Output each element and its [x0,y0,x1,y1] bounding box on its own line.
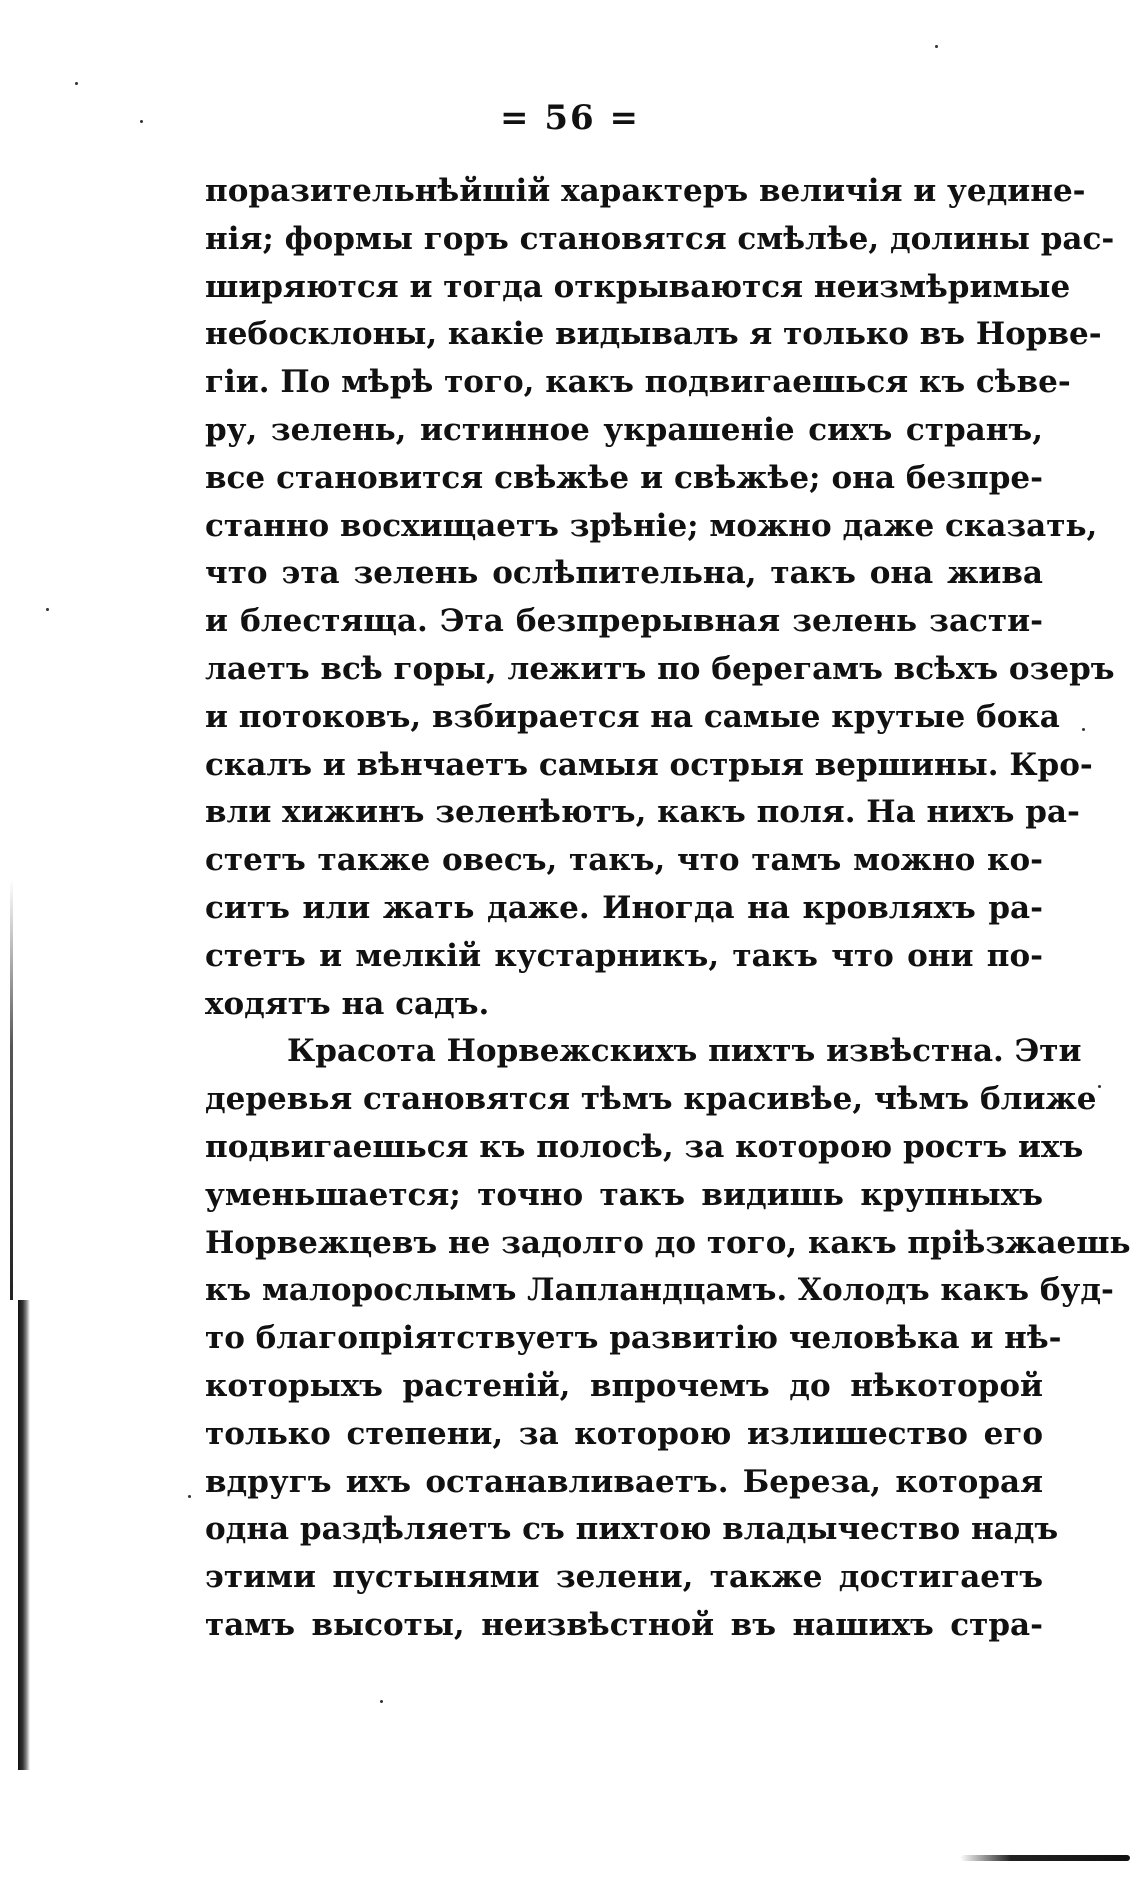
text-line: уменьшается; точно такъ видишь крупныхъ [205,1176,1043,1213]
text-line: вдругъ ихъ останавливаетъ. Береза, которая [205,1463,1043,1500]
text-line: гіи. По мѣрѣ того, какъ подвигаешься къ сѣве- [205,364,1071,401]
text-line: одна раздѣляетъ съ пихтою владычество надъ [205,1511,1059,1548]
text-line: тамъ высоты, неизвѣстной въ нашихъ стра- [205,1606,1043,1643]
text-line: Норвежцевъ не задолго до того, какъ пріѣзжаешь [205,1224,1131,1261]
text-line: къ малорослымъ Лапландцамъ. Холодъ какъ буд- [205,1272,1114,1309]
scan-speck [1082,728,1085,731]
text-line: этими пустынями зелени, также достигаетъ [205,1559,1043,1596]
scan-speck [75,82,78,85]
text-line: станно восхищаетъ зрѣніе; можно даже сказать, [205,507,1098,544]
text-line: ходятъ на садъ. [205,985,490,1022]
text-line: ширяются и тогда открываются неизмѣримые [205,268,1071,305]
scan-speck [188,1495,191,1498]
text-line: деревья становятся тѣмъ красивѣе, чѣмъ ближе [205,1081,1097,1118]
text-line: то благопріятствуетъ развитію человѣка и нѣ- [205,1320,1062,1357]
text-line: что эта зелень ослѣпительна, такъ она жива [205,555,1043,592]
text-line: и блестяща. Эта безпрерывная зелень засти- [205,603,1043,640]
page-number-header: = 56 = [500,98,640,138]
text-line: нія; формы горъ становятся смѣлѣе, долины рас- [205,220,1115,257]
text-line: подвигаешься къ полосѣ, за которою ростъ ихъ [205,1128,1084,1165]
scan-speck [46,608,49,611]
scan-speck [380,1700,383,1703]
text-line: лаетъ всѣ горы, лежитъ по берегамъ всѣхъ озеръ [205,650,1115,687]
text-line: Красота Норвежскихъ пихтъ извѣстна. Эти [287,1033,1082,1070]
text-line: только степени, за которою излишество его [205,1415,1043,1452]
text-line: небосклоны, какіе видывалъ я только въ Норве- [205,316,1102,353]
page-binding-edge [18,1300,30,1770]
scan-speck [935,45,938,48]
scan-smudge [960,1855,1130,1861]
text-line: все становится свѣжѣе и свѣжѣе; она безпре- [205,459,1043,496]
text-line: стетъ также овесъ, такъ, что тамъ можно ко- [205,842,1043,879]
text-line: ру, зелень, истинное украшеніе сихъ странъ, [205,411,1043,448]
text-line: вли хижинъ зеленѣютъ, какъ поля. На нихъ ра- [205,794,1080,831]
text-line: поразительнѣйшій характеръ величія и уедине- [205,173,1086,209]
paragraph [205,168,1115,1028]
body-text [205,168,1131,1650]
text-line: и потоковъ, взбирается на самые крутые бока [205,698,1060,735]
text-line: скалъ и вѣнчаетъ самыя острыя вершины. Кро- [205,746,1093,783]
text-line: которыхъ растеній, впрочемъ до нѣкоторой [205,1367,1043,1404]
page-edge-shadow [10,880,13,1300]
text-line: стетъ и мелкій кустарникъ, такъ что они по- [205,937,1043,974]
paragraph [205,1028,1131,1649]
scan-speck [1098,1085,1101,1088]
text-line: ситъ или жать даже. Иногда на кровляхъ ра- [205,889,1043,926]
